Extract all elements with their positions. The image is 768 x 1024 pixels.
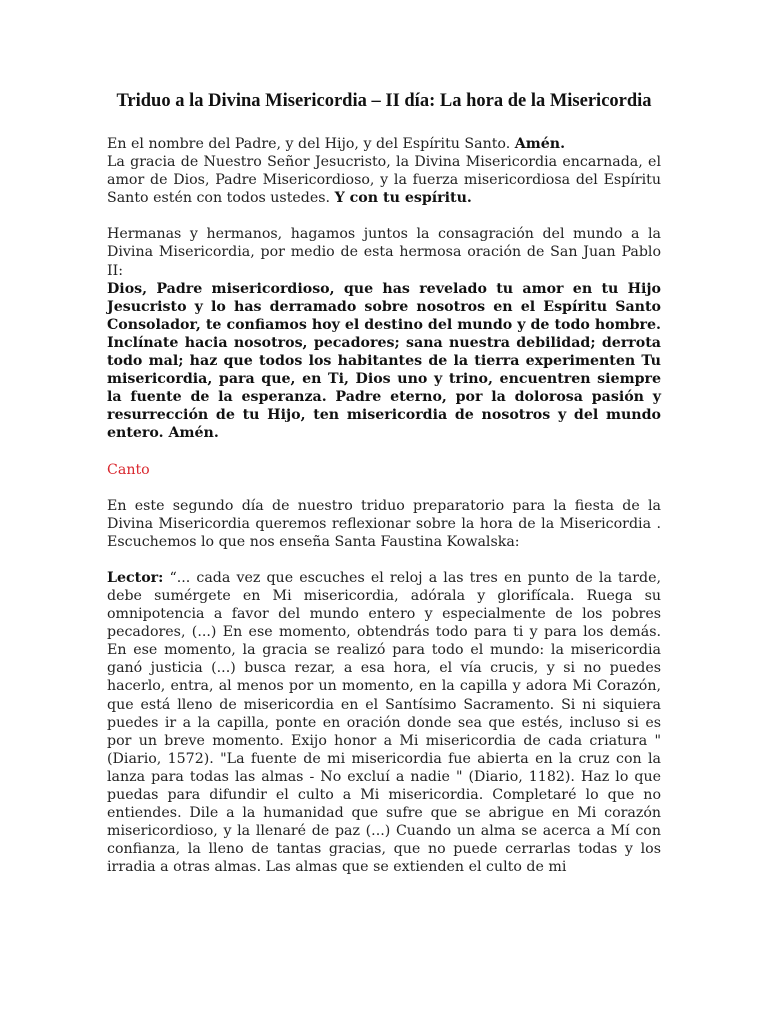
lector-text: “... cada vez que escuches el reloj a las tres en punto de la tarde, debe sumérgete en Mi misericordia, adórala y glorifícala. Ruega su omnipotencia a favor del mundo entero y especialmente de los pobres pecadores, (...) En ese momento, obtendrás todo para ti y para los demás. En ese momento, la gracia se realizó para todo el mundo: la misericordia ganó justicia (...) busca rezar, a esa hora, el vía crucis, y si no puedes hacerlo, entra, al menos por un momento, en la capilla y adora Mi Corazón, que está lleno de misericordia en el Santísimo Sacramento. Si ni siquiera puedes ir a la capilla, ponte en oración donde sea que estés, incluso si es por un breve momento. Exijo honor a Mi misericordia de cada criatura "(Diario, 1572). "La fuente de mi misericordia fue abierta en la cruz con la lanza para todas las almas - No excluí a nadie " (Diario, 1182). Haz lo que puedas para difundir el culto a Mi misericordia. Completaré lo que no entiendes. Dile a la humanidad que sufre que se abrigue en Mi corazón misericordioso, y la llenaré de paz (...) Cuando un alma se acerca a Mí con confianza, la lleno de tantas gracias, que no puede cerrarlas todas y los irradia a otras almas. Las almas que se extienden el culto de mi xyxy=(107,569,661,876)
reflection-intro: En este segundo día de nuestro triduo preparatorio para la fiesta de la Divina Misericordia queremos reflexionar sobre la hora de la Misericordia . Escuchemos lo que nos enseña Santa Faustina Kowalska: xyxy=(107,497,661,550)
consecration-prayer: Dios, Padre misericordioso, que has revelado tu amor en tu Hijo Jesucristo y lo has derramado sobre nosotros en el Espíritu Santo Consolador, te confiamos hoy el destino del mundo y de todo hombre. Inclínate hacia nosotros, pecadores; sana nuestra debilidad; derrota todo mal; haz que todos los habitantes de la tierra experimenten Tu misericordia, para que, en Ti, Dios uno y trino, encuentren siempre la fuente de la esperanza. Padre eterno, por la dolorosa pasión y resurrección de tu Hijo, ten misericordia de nosotros y del mundo entero. Amén. xyxy=(107,280,661,442)
spacer xyxy=(107,551,661,569)
consecration-intro: Hermanas y hermanos, hagamos juntos la consagración del mundo a la Divina Misericordia, por medio de esta hermosa oración de San Juan Pablo II: xyxy=(107,226,661,279)
spacer xyxy=(107,443,661,461)
document-page xyxy=(107,90,661,876)
opening-amen: Amén. xyxy=(514,136,566,152)
canto-heading: Canto xyxy=(107,461,150,478)
spacer xyxy=(107,479,661,497)
spacer xyxy=(107,207,661,225)
greeting-paragraph xyxy=(107,153,661,207)
lector-paragraph xyxy=(107,569,661,877)
opening-paragraph xyxy=(107,135,661,153)
page-title: Triduo a la Divina Misericordia – II día: La hora de la Misericordia xyxy=(116,91,652,111)
opening-text: En el nombre del Padre, y del Hijo, y del Espíritu Santo. xyxy=(107,136,511,152)
greeting-text: La gracia de Nuestro Señor Jesucristo, la Divina Misericordia encarnada, el amor de Dios, Padre Misericordioso, y la fuerza misericordiosa del Espíritu Santo estén con todos ustedes. xyxy=(107,154,661,207)
lector-label: Lector: xyxy=(107,569,164,586)
greeting-response: Y con tu espíritu. xyxy=(334,190,472,207)
